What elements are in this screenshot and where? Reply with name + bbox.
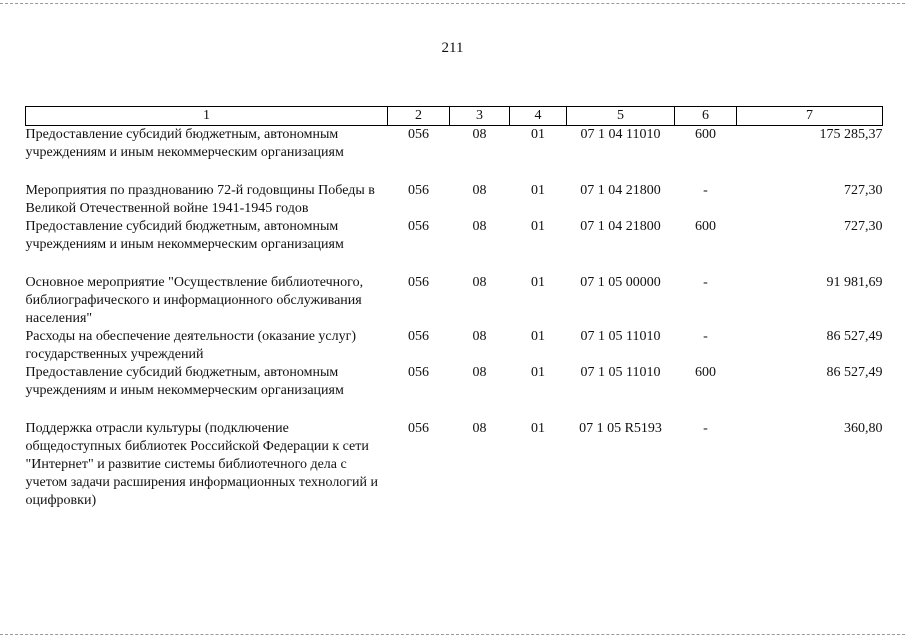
header-col-1: 1 xyxy=(26,107,388,126)
row-code-5: 07 1 04 11010 xyxy=(580,127,661,142)
row-name: Основное мероприятие "Осуществление библиотечного, библиографического и информационного обслуживания населения" xyxy=(25,275,364,326)
row-name: Предоставление субсидий бюджетным, автономным учреждениям и иным некоммерческим организациям xyxy=(25,219,344,252)
spacer-row xyxy=(26,400,883,420)
table-row xyxy=(26,182,883,218)
row-code-2: 056 xyxy=(408,421,429,436)
row-amount: 91 981,69 xyxy=(826,275,883,290)
row-code-3: 08 xyxy=(472,365,487,380)
header-col-6: 6 xyxy=(675,107,737,126)
row-code-2: 056 xyxy=(408,219,429,234)
row-code-6: - xyxy=(703,275,708,290)
row-name: Мероприятия по празднованию 72-й годовщины Победы в Великой Отечественной войне 1941-1945 годов xyxy=(25,183,375,216)
row-code-5: 07 1 05 00000 xyxy=(580,275,661,290)
row-name: Поддержка отрасли культуры (подключение общедоступных библиотек Российской Федерации к сети "Интернет" и развитие системы библиотечного дела с учетом задачи расширения информационных технологий и оцифровки) xyxy=(25,421,379,508)
row-code-6: 600 xyxy=(695,365,716,380)
row-code-4: 01 xyxy=(531,183,545,198)
budget-table xyxy=(25,106,883,510)
row-amount: 360,80 xyxy=(844,421,883,436)
row-amount: 86 527,49 xyxy=(826,365,883,380)
row-code-4: 01 xyxy=(531,421,545,436)
row-code-3: 08 xyxy=(472,275,487,290)
row-code-5: 07 1 05 11010 xyxy=(580,329,661,344)
row-code-2: 056 xyxy=(408,365,429,380)
row-code-5: 07 1 05 11010 xyxy=(580,365,661,380)
row-code-3: 08 xyxy=(472,421,487,436)
row-amount: 727,30 xyxy=(844,183,883,198)
page-number: 211 xyxy=(441,40,464,56)
row-code-6: - xyxy=(703,183,708,198)
header-col-5: 5 xyxy=(567,107,675,126)
row-code-6: - xyxy=(703,421,708,436)
row-code-3: 08 xyxy=(472,219,487,234)
row-code-4: 01 xyxy=(531,329,545,344)
table-row xyxy=(26,328,883,364)
row-amount: 727,30 xyxy=(844,219,883,234)
table-row xyxy=(26,218,883,254)
row-code-4: 01 xyxy=(531,365,545,380)
row-code-5: 07 1 05 R5193 xyxy=(579,421,662,436)
scan-edge-bottom xyxy=(0,634,905,635)
row-code-3: 08 xyxy=(472,329,487,344)
row-code-2: 056 xyxy=(408,183,429,198)
table-row xyxy=(26,274,883,328)
row-code-5: 07 1 04 21800 xyxy=(580,183,661,198)
row-name: Предоставление субсидий бюджетным, автономным учреждениям и иным некоммерческим организациям xyxy=(25,127,344,160)
table-row xyxy=(26,420,883,510)
row-code-6: 600 xyxy=(695,127,716,142)
row-code-4: 01 xyxy=(531,127,545,142)
row-code-4: 01 xyxy=(531,219,545,234)
spacer-row xyxy=(26,254,883,274)
header-col-2: 2 xyxy=(388,107,450,126)
row-code-6: - xyxy=(703,329,708,344)
table-row xyxy=(26,126,883,163)
row-code-2: 056 xyxy=(408,127,429,142)
table-row xyxy=(26,364,883,400)
row-code-5: 07 1 04 21800 xyxy=(580,219,661,234)
row-amount: 86 527,49 xyxy=(826,329,883,344)
row-code-3: 08 xyxy=(472,183,487,198)
header-row xyxy=(26,107,883,126)
row-amount: 175 285,37 xyxy=(819,127,883,142)
row-code-3: 08 xyxy=(472,127,487,142)
spacer-row xyxy=(26,162,883,182)
scan-edge-top xyxy=(0,3,905,4)
header-col-4: 4 xyxy=(510,107,567,126)
row-name: Расходы на обеспечение деятельности (оказание услуг) государственных учреждений xyxy=(25,329,357,362)
header-col-3: 3 xyxy=(450,107,510,126)
row-code-6: 600 xyxy=(695,219,716,234)
row-code-4: 01 xyxy=(531,275,545,290)
header-col-7: 7 xyxy=(737,107,883,126)
row-code-2: 056 xyxy=(408,275,429,290)
row-name: Предоставление субсидий бюджетным, автономным учреждениям и иным некоммерческим организациям xyxy=(25,365,344,398)
row-code-2: 056 xyxy=(408,329,429,344)
